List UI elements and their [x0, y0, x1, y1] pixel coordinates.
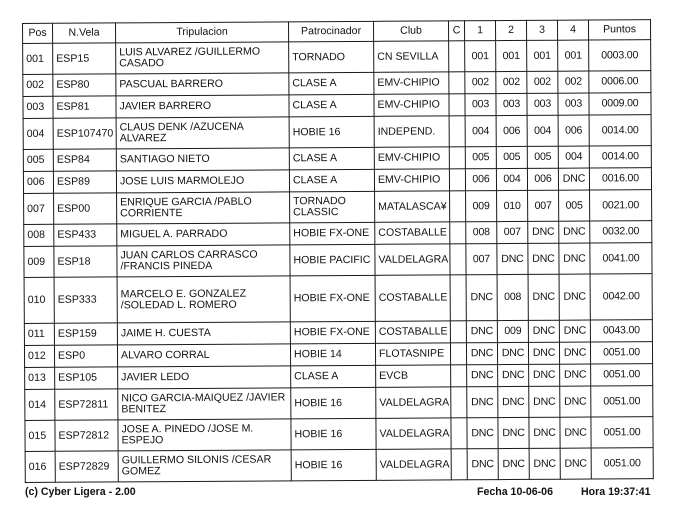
cell-race-4: 006 — [558, 115, 589, 146]
cell-race-3: DNC — [529, 364, 560, 386]
cell-vela: ESP84 — [53, 149, 116, 171]
cell-vela: ESP433 — [54, 224, 117, 246]
cell-race-2: DNC — [497, 342, 528, 364]
cell-patrocinador: HOBIE 16 — [291, 418, 376, 450]
cell-pos: 016 — [25, 451, 55, 482]
cell-race-2: DNC — [498, 417, 529, 448]
cell-puntos: 0014.00 — [589, 115, 651, 146]
cell-club: EMV-CHIPIO — [374, 169, 449, 191]
cell-puntos: 0003.00 — [589, 40, 651, 71]
cell-race-4: DNC — [560, 386, 591, 417]
table-row — [23, 40, 651, 75]
cell-patrocinador: HOBIE 16 — [291, 449, 376, 481]
cell-c — [449, 72, 465, 94]
cell-club: EMV-CHIPIO — [374, 94, 449, 116]
cell-race-1: 008 — [466, 222, 497, 244]
cell-tripulacion: NICO GARCIA-MAIQUEZ /JAVIER BENITEZ — [118, 388, 291, 420]
cell-pos: 009 — [24, 246, 54, 277]
cell-tripulacion: MARCELO E. GONZALEZ /SOLEDAD L. ROMERO — [117, 276, 290, 323]
cell-race-1: 002 — [465, 72, 496, 94]
cell-puntos: 0021.00 — [590, 190, 652, 221]
cell-vela: ESP107470 — [53, 118, 116, 149]
cell-pos: 006 — [23, 171, 53, 193]
cell-vela: ESP80 — [53, 74, 116, 96]
column-header-patrocinador: Patrocinador — [288, 21, 373, 42]
cell-vela: ESP15 — [53, 43, 116, 74]
cell-vela: ESP159 — [54, 323, 117, 345]
cell-c — [451, 418, 467, 449]
cell-vela: ESP105 — [55, 367, 118, 389]
cell-tripulacion: PASCUAL BARRERO — [116, 73, 289, 96]
cell-tripulacion: JUAN CARLOS CARRASCO /FRANCIS PINEDA — [117, 245, 290, 277]
cell-race-3: DNC — [528, 320, 559, 342]
cell-race-4: DNC — [559, 243, 590, 274]
cell-club: VALDELAGRA — [376, 387, 451, 418]
cell-puntos: 0042.00 — [590, 274, 652, 320]
cell-vela: ESP18 — [54, 246, 117, 277]
cell-club: EVCB — [376, 365, 451, 387]
cell-puntos: 0051.00 — [590, 342, 652, 364]
footer-copyright: (c) Cyber Ligera - 2.00 — [25, 486, 136, 498]
cell-tripulacion: JAVIER BARRERO — [116, 95, 289, 118]
cell-patrocinador: HOBIE FX-ONE — [290, 222, 375, 245]
cell-pos: 010 — [24, 277, 54, 323]
column-header-puntos: Puntos — [588, 20, 650, 40]
cell-puntos: 0009.00 — [589, 93, 651, 115]
table-row — [24, 243, 652, 278]
cell-race-1: DNC — [466, 343, 497, 365]
cell-pos: 007 — [24, 193, 54, 224]
cell-c — [449, 116, 465, 147]
cell-c — [450, 321, 466, 343]
cell-club: CN SEVILLA — [374, 41, 449, 72]
cell-club: COSTABALLE — [375, 275, 450, 321]
cell-race-3: DNC — [529, 386, 560, 417]
cell-race-2: 005 — [496, 146, 527, 168]
column-header-race-4: 4 — [557, 20, 588, 40]
cell-race-3: DNC — [528, 221, 559, 243]
cell-tripulacion: JAVIER LEDO — [118, 366, 291, 389]
cell-race-4: 004 — [558, 146, 589, 168]
cell-pos: 012 — [24, 345, 54, 367]
table-row — [23, 115, 651, 150]
cell-race-3: 004 — [527, 115, 558, 146]
cell-pos: 013 — [25, 367, 55, 389]
cell-club: COSTABALLE — [375, 321, 450, 343]
column-header-tripulacion: Tripulacion — [116, 22, 289, 43]
cell-c — [449, 169, 465, 191]
cell-club: EMV-CHIPIO — [374, 147, 449, 169]
column-header-vela: N.Vela — [53, 23, 116, 43]
cell-pos: 001 — [23, 43, 53, 74]
cell-race-4: DNC — [560, 417, 591, 448]
cell-race-4: DNC — [558, 168, 589, 190]
cell-race-4: DNC — [559, 274, 590, 320]
cell-race-3: DNC — [529, 448, 560, 479]
cell-race-2: 007 — [497, 221, 528, 243]
cell-club: FLOTASNIPE — [375, 343, 450, 365]
cell-race-2: 008 — [497, 274, 528, 320]
cell-patrocinador: HOBIE FX-ONE — [290, 321, 375, 344]
cell-race-4: 001 — [558, 40, 589, 71]
footer-time: Hora 19:37:41 — [581, 486, 651, 498]
column-header-race-3: 3 — [526, 20, 557, 40]
cell-c — [450, 191, 466, 222]
cell-vela: ESP333 — [54, 277, 117, 323]
table-row — [24, 274, 652, 324]
cell-race-2: 010 — [497, 190, 528, 221]
column-header-pos: Pos — [23, 23, 53, 43]
cell-tripulacion: JOSE LUIS MARMOLEJO — [116, 170, 289, 193]
cell-race-1: 005 — [465, 147, 496, 169]
cell-race-2: 006 — [496, 115, 527, 146]
cell-pos: 014 — [25, 389, 55, 420]
table-row — [25, 417, 653, 452]
cell-race-1: 006 — [465, 169, 496, 191]
column-header-c: C — [448, 21, 464, 41]
cell-puntos: 0006.00 — [589, 71, 651, 93]
cell-club: MATALASCA¥ — [375, 191, 450, 222]
cell-vela: ESP72811 — [55, 389, 118, 420]
cell-c — [449, 41, 465, 72]
cell-c — [451, 387, 467, 418]
cell-race-1: 009 — [466, 191, 497, 222]
cell-race-3: 005 — [527, 146, 558, 168]
cell-race-4: DNC — [559, 342, 590, 364]
cell-puntos: 0043.00 — [590, 320, 652, 342]
table-row — [25, 448, 653, 483]
cell-race-3: 007 — [528, 190, 559, 221]
cell-club: COSTABALLE — [375, 222, 450, 244]
cell-race-2: DNC — [498, 386, 529, 417]
column-header-race-1: 1 — [464, 21, 495, 41]
cell-tripulacion: ENRIQUE GARCIA /PABLO CORRIENTE — [117, 192, 290, 224]
cell-c — [451, 449, 467, 480]
cell-vela: ESP72829 — [55, 451, 118, 482]
cell-c — [449, 147, 465, 169]
cell-vela: ESP0 — [54, 345, 117, 367]
table-row — [25, 386, 653, 421]
cell-pos: 005 — [23, 149, 53, 171]
cell-patrocinador: CLASE A — [289, 169, 374, 192]
cell-race-3: 001 — [527, 40, 558, 71]
cell-pos: 002 — [23, 74, 53, 96]
column-header-club: Club — [373, 21, 448, 41]
cell-puntos: 0051.00 — [591, 417, 653, 448]
cell-c — [450, 222, 466, 244]
cell-pos: 004 — [23, 118, 53, 149]
cell-tripulacion: ALVARO CORRAL — [117, 344, 290, 367]
cell-club: INDEPEND. — [374, 116, 449, 147]
cell-race-2: 003 — [496, 93, 527, 115]
cell-c — [449, 94, 465, 116]
cell-race-1: DNC — [466, 321, 497, 343]
cell-race-2: 002 — [496, 71, 527, 93]
cell-pos: 008 — [24, 224, 54, 246]
cell-race-4: DNC — [559, 320, 590, 342]
cell-patrocinador: HOBIE FX-ONE — [290, 275, 375, 322]
cell-race-1: 003 — [465, 94, 496, 116]
footer-date: Fecha 10-06-06 — [477, 486, 553, 498]
cell-race-2: 001 — [496, 40, 527, 71]
cell-tripulacion: JOSE A. PINEDO /JOSE M. ESPEJO — [118, 419, 291, 451]
cell-race-1: DNC — [466, 275, 497, 321]
cell-race-2: DNC — [498, 364, 529, 386]
cell-puntos: 0051.00 — [591, 386, 653, 417]
cell-c — [450, 343, 466, 365]
cell-vela: ESP00 — [54, 193, 117, 224]
cell-race-3: 002 — [527, 71, 558, 93]
cell-race-1: 007 — [466, 244, 497, 275]
cell-race-2: DNC — [498, 448, 529, 479]
cell-tripulacion: LUIS ALVAREZ /GUILLERMO CASADO — [116, 42, 289, 74]
table-row — [24, 190, 652, 225]
cell-patrocinador: CLASE A — [291, 365, 376, 388]
cell-puntos: 0041.00 — [590, 243, 652, 274]
cell-pos: 015 — [25, 420, 55, 451]
cell-puntos: 0051.00 — [591, 364, 653, 386]
cell-tripulacion: GUILLERMO SILONIS /CESAR GOMEZ — [118, 450, 291, 482]
cell-race-3: 006 — [527, 168, 558, 190]
cell-patrocinador: HOBIE 14 — [290, 343, 375, 366]
cell-race-3: DNC — [528, 342, 559, 364]
cell-race-3: DNC — [529, 417, 560, 448]
cell-race-3: 003 — [527, 93, 558, 115]
cell-puntos: 0051.00 — [591, 448, 653, 479]
cell-race-2: 004 — [496, 168, 527, 190]
cell-patrocinador: HOBIE PACIFIC — [290, 244, 375, 276]
cell-race-4: DNC — [560, 448, 591, 479]
cell-club: VALDELAGRA — [375, 244, 450, 275]
cell-patrocinador: HOBIE 16 — [289, 116, 374, 148]
cell-patrocinador: CLASE A — [289, 94, 374, 117]
cell-vela: ESP72812 — [55, 420, 118, 451]
cell-race-1: DNC — [467, 365, 498, 387]
cell-race-4: 005 — [559, 190, 590, 221]
cell-patrocinador: HOBIE 16 — [291, 387, 376, 419]
cell-patrocinador: TORNADO — [289, 41, 374, 73]
cell-tripulacion: CLAUS DENK /AZUCENA ALVAREZ — [116, 117, 289, 149]
cell-c — [450, 275, 466, 321]
results-table — [22, 19, 654, 483]
cell-club: VALDELAGRA — [376, 418, 451, 449]
cell-tripulacion: MIGUEL A. PARRADO — [117, 223, 290, 246]
cell-puntos: 0014.00 — [589, 146, 651, 168]
cell-race-2: DNC — [497, 243, 528, 274]
cell-race-4: DNC — [559, 221, 590, 243]
cell-tripulacion: SANTIAGO NIETO — [116, 148, 289, 171]
cell-tripulacion: JAIME H. CUESTA — [117, 322, 290, 345]
cell-race-4: 003 — [558, 93, 589, 115]
cell-race-3: DNC — [528, 274, 559, 320]
cell-vela: ESP81 — [53, 96, 116, 118]
cell-pos: 011 — [24, 323, 54, 345]
cell-puntos: 0016.00 — [589, 168, 651, 190]
cell-race-1: 001 — [465, 41, 496, 72]
cell-club: VALDELAGRA — [376, 449, 451, 480]
cell-race-1: DNC — [467, 418, 498, 449]
cell-race-1: 004 — [465, 116, 496, 147]
column-header-race-2: 2 — [495, 20, 526, 40]
cell-race-4: DNC — [560, 364, 591, 386]
cell-race-1: DNC — [467, 449, 498, 480]
cell-race-2: 009 — [497, 320, 528, 342]
cell-c — [451, 365, 467, 387]
cell-club: EMV-CHIPIO — [374, 72, 449, 94]
cell-race-1: DNC — [467, 387, 498, 418]
cell-pos: 003 — [23, 96, 53, 118]
cell-puntos: 0032.00 — [590, 221, 652, 243]
cell-vela: ESP89 — [53, 171, 116, 193]
cell-race-3: DNC — [528, 243, 559, 274]
cell-c — [450, 244, 466, 275]
cell-patrocinador: TORNADO CLASSIC — [290, 191, 375, 223]
cell-race-4: 002 — [558, 71, 589, 93]
cell-patrocinador: CLASE A — [289, 72, 374, 95]
cell-patrocinador: CLASE A — [289, 147, 374, 170]
